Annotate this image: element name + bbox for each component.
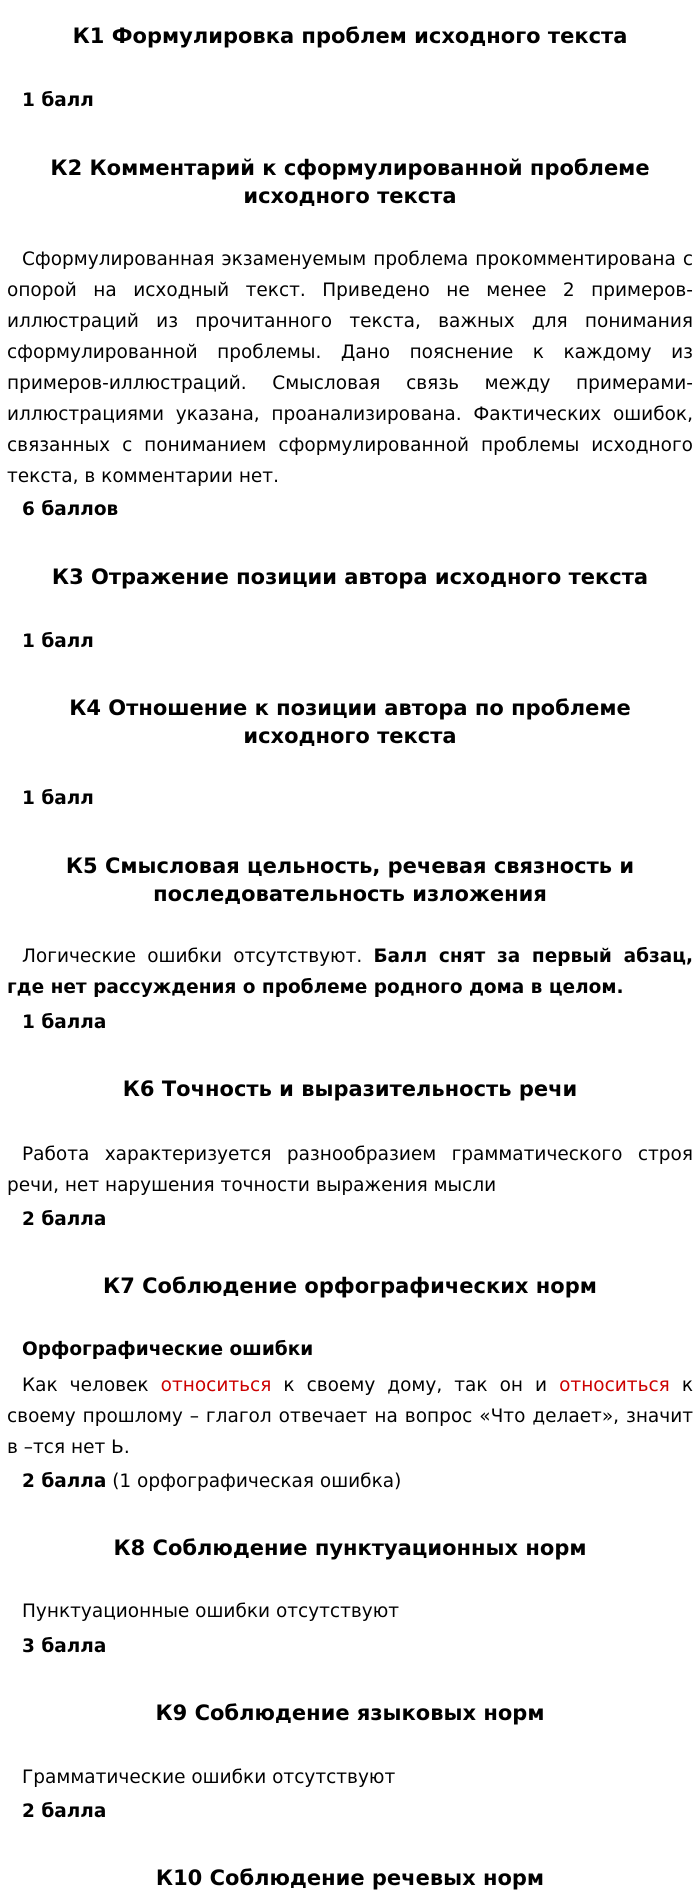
k10-heading: К10 Соблюдение речевых норм (155, 1866, 545, 1890)
k8-score-value: 3 балла (22, 1636, 107, 1657)
k7-heading: К7 Соблюдение орфографических норм (103, 1274, 597, 1298)
k5-heading (0, 852, 700, 908)
k5-heading-line2: последовательность изложения (153, 882, 547, 906)
k2-heading (0, 154, 700, 210)
k5-score-value: 1 балла (22, 1012, 107, 1033)
k3-heading: К3 Отражение позиции автора исходного текста (51, 565, 649, 589)
k4-heading (0, 694, 700, 750)
k6-score (22, 1206, 106, 1234)
k7-text-b: к своему дому, так он и (271, 1375, 560, 1396)
k8-heading: К8 Соблюдение пунктуационных норм (113, 1536, 587, 1560)
k9-score-value: 2 балла (22, 1801, 107, 1822)
k6-heading: К6 Точность и выразительность речи (122, 1077, 578, 1101)
k7-score-note: (1 орфографическая ошибка) (106, 1471, 402, 1492)
k5-heading-line1: К5 Смысловая цельность, речевая связность и (65, 854, 635, 878)
k1-score-value: 1 балл (22, 90, 94, 111)
k7-error-word-1: относиться (160, 1375, 272, 1396)
k2-heading-line2: исходного текста (243, 184, 457, 208)
k8-score (22, 1633, 106, 1661)
k6-score-value: 2 балла (22, 1209, 107, 1230)
k7-score (22, 1468, 401, 1496)
k2-score-value: 6 баллов (22, 499, 119, 520)
k7-subheading: Орфографические ошибки (22, 1339, 314, 1360)
k9-comment: Грамматические ошибки отсутствуют (22, 1767, 396, 1788)
k7-error-word-2: относиться (559, 1375, 670, 1396)
k7-text-c: к своему прошлому – глагол отвечает на вопрос «Что делает», значит в –тся нет Ь. (7, 1375, 693, 1458)
k2-comment: Сформулированная экзаменуемым проблема прокомментирована с опорой на исходный текст. Приведено не менее 2 примеров-иллюстраций из прочитанного текста, важных для понимания сформулированной проблемы. Дано пояснение к каждому из примеров-иллюстраций. Смысловая связь между примерами-иллюстрациями указана, проанализирована. Фактических ошибок, связанных с пониманием сформулированной проблемы исходного текста, в комментарии нет. (7, 249, 693, 487)
k8-comment: Пунктуационные ошибки отсутствуют (22, 1601, 400, 1622)
k5-comment-plain: Логические ошибки отсутствуют. (22, 946, 374, 967)
k3-score (22, 628, 94, 656)
k5-comment (7, 941, 693, 1003)
k1-heading: К1 Формулировка проблем исходного текста (72, 24, 628, 48)
k4-score-value: 1 балл (22, 788, 94, 809)
k7-score-value: 2 балла (22, 1471, 107, 1492)
k5-score (22, 1009, 106, 1037)
k7-text-a: Как человек (22, 1375, 161, 1396)
k4-score (22, 785, 94, 813)
k1-score (22, 87, 94, 115)
k2-score (22, 496, 118, 524)
k6-comment: Работа характеризуется разнообразием грамматического строя речи, нет нарушения точности выражения мысли (7, 1144, 693, 1196)
k9-score (22, 1798, 106, 1826)
k2-heading-line1: К2 Комментарий к сформулированной проблеме (50, 156, 650, 180)
k4-heading-line2: исходного текста (243, 724, 457, 748)
k9-heading: К9 Соблюдение языковых норм (155, 1701, 545, 1725)
k3-score-value: 1 балл (22, 631, 94, 652)
k4-heading-line1: К4 Отношение к позиции автора по проблеме (69, 696, 631, 720)
k5-comment-bold: Балл снят за первый абзац, где нет рассуждения о проблеме родного дома в целом. (7, 946, 693, 998)
k7-comment (7, 1370, 693, 1463)
